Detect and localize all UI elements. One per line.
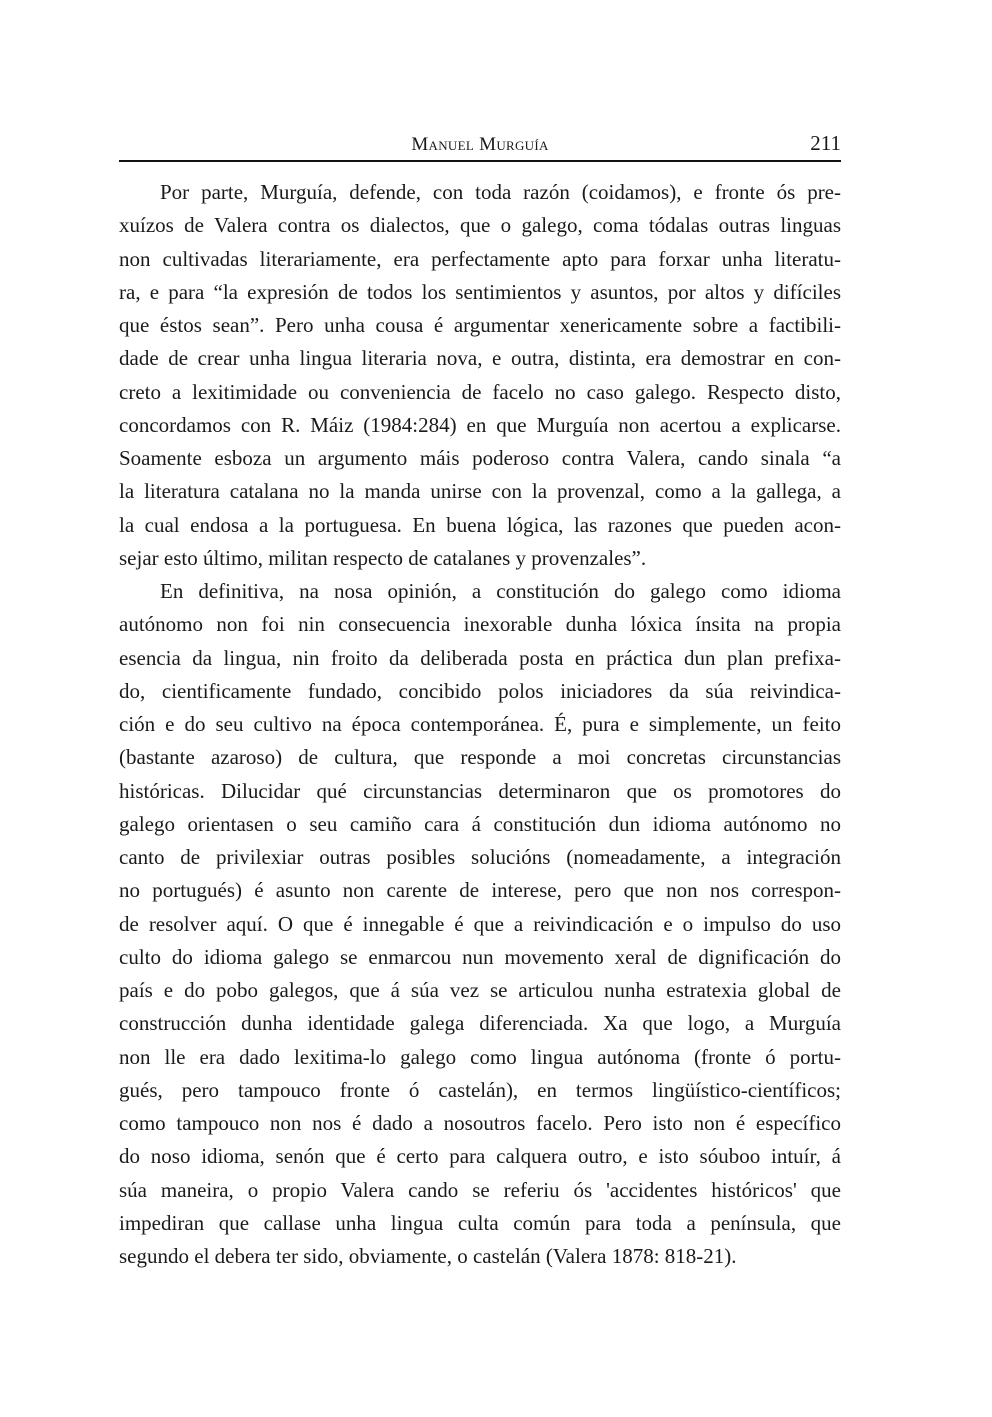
text-line: gués, pero tampouco fronte ó castelán), en termos lingüístico-científicos; [119,1077,841,1102]
text-line: galego orientasen o seu camiño cara á constitución dun idioma autónomo no [119,811,841,836]
text-line: Por parte, Murguía, defende, con toda razón (coidamos), e fronte ós pre- [160,180,841,204]
text-line: súa maneira, o propio Valera cando se referiu ós 'accidentes históricos' que [119,1177,841,1202]
page-number: 211 [810,131,841,155]
running-head-author: Manuel Murguía [411,134,549,155]
text-line: dade de crear unha lingua literaria nova, e outra, distinta, era demostrar en con- [119,346,841,371]
body-text [119,176,841,1273]
text-line: país e do pobo galegos, que á súa vez se articulou nunha estratexia global de [119,978,841,1002]
text-line: la cual endosa a la portuguesa. En buena lógica, las razones que pueden acon- [119,512,841,537]
text-line: de resolver aquí. O que é innegable é que a reivindicación e o impulso do uso [119,911,841,936]
text-line: ción e do seu cultivo na época contemporánea. É, pura e simplemente, un feito [119,712,841,736]
text-line: creto a lexitimidade ou conveniencia de facelo no caso galego. Respecto disto, [119,379,841,404]
text-line: (bastante azaroso) de cultura, que responde a moi concretas circunstancias [119,745,841,770]
text-line: xuízos de Valera contra os dialectos, que o galego, coma tódalas outras linguas [119,213,841,238]
text-line: la literatura catalana no la manda unirse con la provenzal, como a la gallega, a [119,479,841,504]
text-line: que éstos sean”. Pero unha cousa é argumentar xenericamente sobre a factibili- [119,313,841,337]
text-line: como tampouco non nos é dado a nosoutros facelo. Pero isto non é específico [119,1111,841,1135]
text-line: non lle era dado lexitima-lo galego como lingua autónoma (fronte ó portu- [119,1044,841,1069]
paragraph [119,176,841,575]
text-line: segundo el debera ter sido, obviamente, o castelán (Valera 1878: 818-21). [119,1244,737,1268]
text-line: canto de privilexiar outras posibles solucións (nomeadamente, a integración [119,845,841,869]
running-head [119,130,841,162]
text-line: no portugués) é asunto non carente de interese, pero que non nos correspon- [119,878,841,903]
text-line: esencia da lingua, nin froito da deliberada posta en práctica dun plan prefixa- [119,645,841,670]
text-line: construcción dunha identidade galega diferenciada. Xa que logo, a Murguía [119,1011,841,1036]
text-line: concordamos con R. Máiz (1984:284) en que Murguía non acertou a explicarse. [119,412,841,437]
text-line: impediran que callase unha lingua culta común para toda a península, que [119,1210,841,1235]
paragraph [119,575,841,1273]
text-line: ra, e para “la expresión de todos los sentimientos y asuntos, por altos y difíciles [119,279,841,304]
text-line: do, cientificamente fundado, concibido polos iniciadores da súa reivindica- [119,678,841,703]
text-line: culto do idioma galego se enmarcou nun movemento xeral de dignificación do [119,944,841,969]
text-line: En definitiva, na nosa opinión, a constitución do galego como idioma [160,579,841,603]
text-line: autónomo non foi nin consecuencia inexorable dunha lóxica ínsita na propia [119,612,841,637]
text-line: do noso idioma, senón que é certo para calquera outro, e isto sóuboo intuír, á [119,1144,841,1169]
text-line: históricas. Dilucidar qué circunstancias determinaron que os promotores do [119,778,841,803]
text-line: sejar esto último, militan respecto de catalanes y provenzales”. [119,545,647,570]
text-line: Soamente esboza un argumento máis poderoso contra Valera, cando sinala “a [119,446,841,470]
text-line: non cultivadas literariamente, era perfectamente apto para forxar unha literatu- [119,246,841,271]
